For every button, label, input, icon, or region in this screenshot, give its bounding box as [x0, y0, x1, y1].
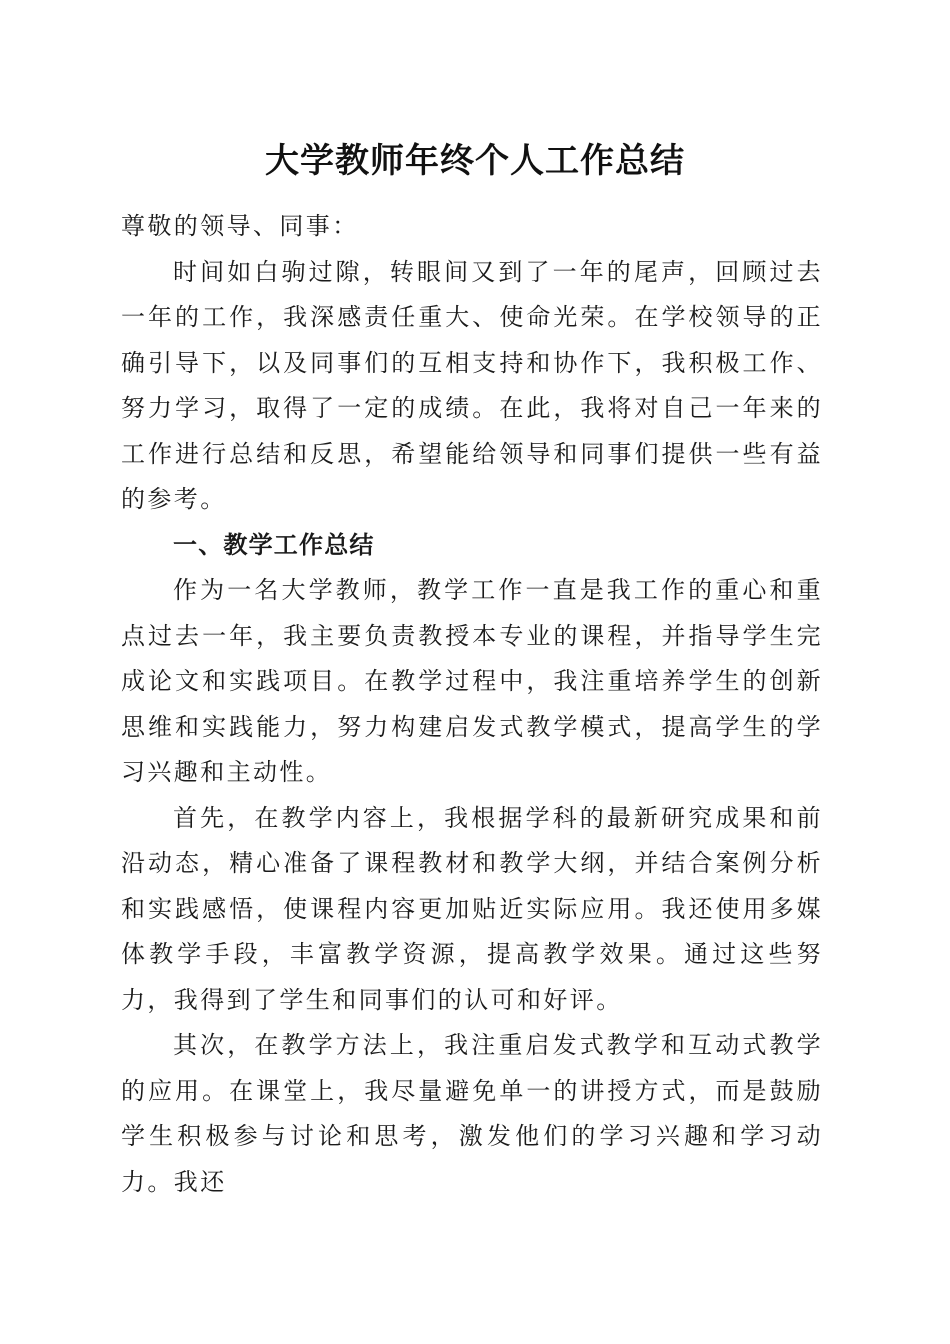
intro-paragraph: 时间如白驹过隙，转眼间又到了一年的尾声，回顾过去一年的工作，我深感责任重大、使命光荣。在学校领导的正确引导下，以及同事们的互相支持和协作下，我积极工作、努力学习，取得了一定的成绩。在此，我将对自己一年来的工作进行总结和反思，希望能给领导和同事们提供一些有益的参考。: [121, 257, 823, 513]
section-heading-teaching: 一、教学工作总结: [173, 530, 375, 559]
document-title: 大学教师年终个人工作总结: [265, 141, 685, 181]
teaching-content-paragraph: 首先，在教学内容上，我根据学科的最新研究成果和前沿动态，精心准备了课程教材和教学大纲，并结合案例分析和实践感悟，使课程内容更加贴近实际应用。我还使用多媒体教学手段，丰富教学资源，提高教学效果。通过这些努力，我得到了学生和同事们的认可和好评。: [121, 803, 823, 1014]
teaching-method-paragraph: 其次，在教学方法上，我注重启发式教学和互动式教学的应用。在课堂上，我尽量避免单一的讲授方式，而是鼓励学生积极参与讨论和思考，激发他们的学习兴趣和学习动力。我还: [121, 1031, 823, 1196]
teaching-overview-paragraph: 作为一名大学教师，教学工作一直是我工作的重心和重点过去一年，我主要负责教授本专业的课程，并指导学生完成论文和实践项目。在教学过程中，我注重培养学生的创新思维和实践能力，努力构建启发式教学模式，提高学生的学习兴趣和主动性。: [121, 576, 823, 786]
document-body: [121, 204, 823, 1205]
salutation: 尊敬的领导、同事：: [121, 212, 359, 240]
